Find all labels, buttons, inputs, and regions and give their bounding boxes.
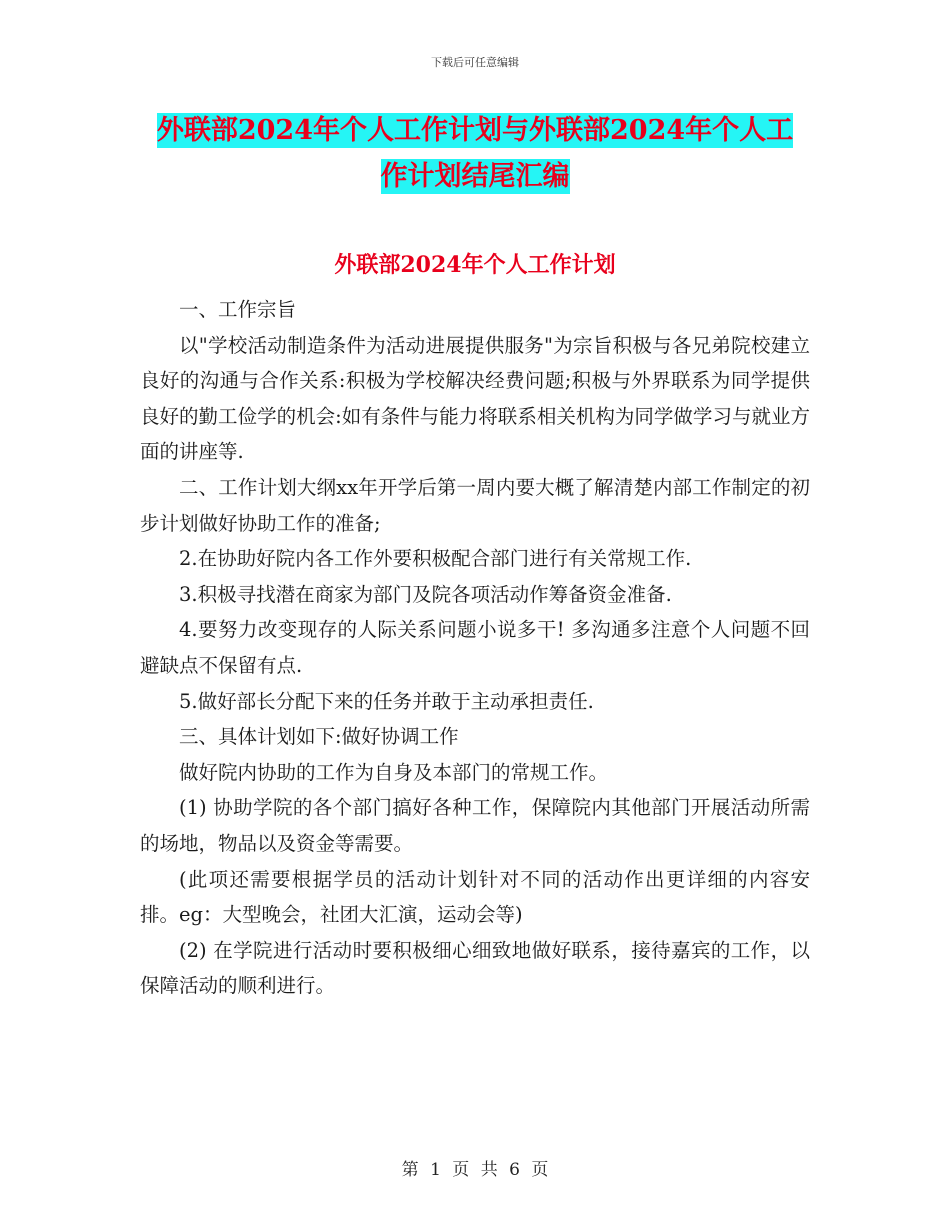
paragraph: 三、具体计划如下:做好协调工作 (179, 725, 459, 749)
page-number-footer: 第 1 页 共 6 页 (401, 1160, 549, 1180)
paragraph: 做好院内协助的工作为自身及本部门的常规工作。 (179, 760, 609, 784)
section-heading: 外联部2024年个人工作计划 (334, 252, 616, 278)
paragraph: (1) 协助学院的各个部门搞好各种工作，保障院内其他部门开展活动所需的场地，物品以及资金等需要。 (140, 796, 810, 855)
title-line-2: 作计划结尾汇编 (380, 161, 570, 192)
paragraph: 以"学校活动制造条件为活动进展提供服务"为宗旨积极与各兄弟院校建立良好的沟通与合作关系:积极为学校解决经费问题;积极与外界联系为同学提供良好的勤工俭学的机会:如有条件与能力将联系相关机构为同学做学习与就业方面的讲座等. (140, 333, 810, 464)
paragraph: 5.做好部长分配下来的任务并敢于主动承担责任. (179, 689, 594, 713)
document-title (140, 108, 810, 200)
paragraph: 一、工作宗旨 (179, 298, 297, 321)
document-body (140, 292, 810, 1004)
paragraph: (此项还需要根据学员的活动计划针对不同的活动作出更详细的内容安排。eg：大型晚会，社团大汇演，运动会等) (140, 867, 810, 927)
paragraph: 4.要努力改变现存的人际关系问题小说多干! 多沟通多注意个人问题不回避缺点不保留有点. (140, 618, 810, 677)
title-line-1: 外联部2024年个人工作计划与外联部2024年个人工 (156, 115, 794, 146)
paragraph: 二、工作计划大纲xx年开学后第一周内要大概了解清楚内部工作制定的初步计划做好协助工作的准备; (140, 475, 810, 535)
paragraph: 3.积极寻找潜在商家为部门及院各项活动作筹备资金准备. (179, 582, 672, 606)
paragraph: (2) 在学院进行活动时要积极细心细致地做好联系，接待嘉宾的工作，以保障活动的顺利进行。 (140, 938, 810, 998)
paragraph: 2.在协助好院内各工作外要积极配合部门进行有关常规工作. (179, 547, 692, 571)
page-header-note: 下载后可任意编辑 (431, 56, 519, 69)
